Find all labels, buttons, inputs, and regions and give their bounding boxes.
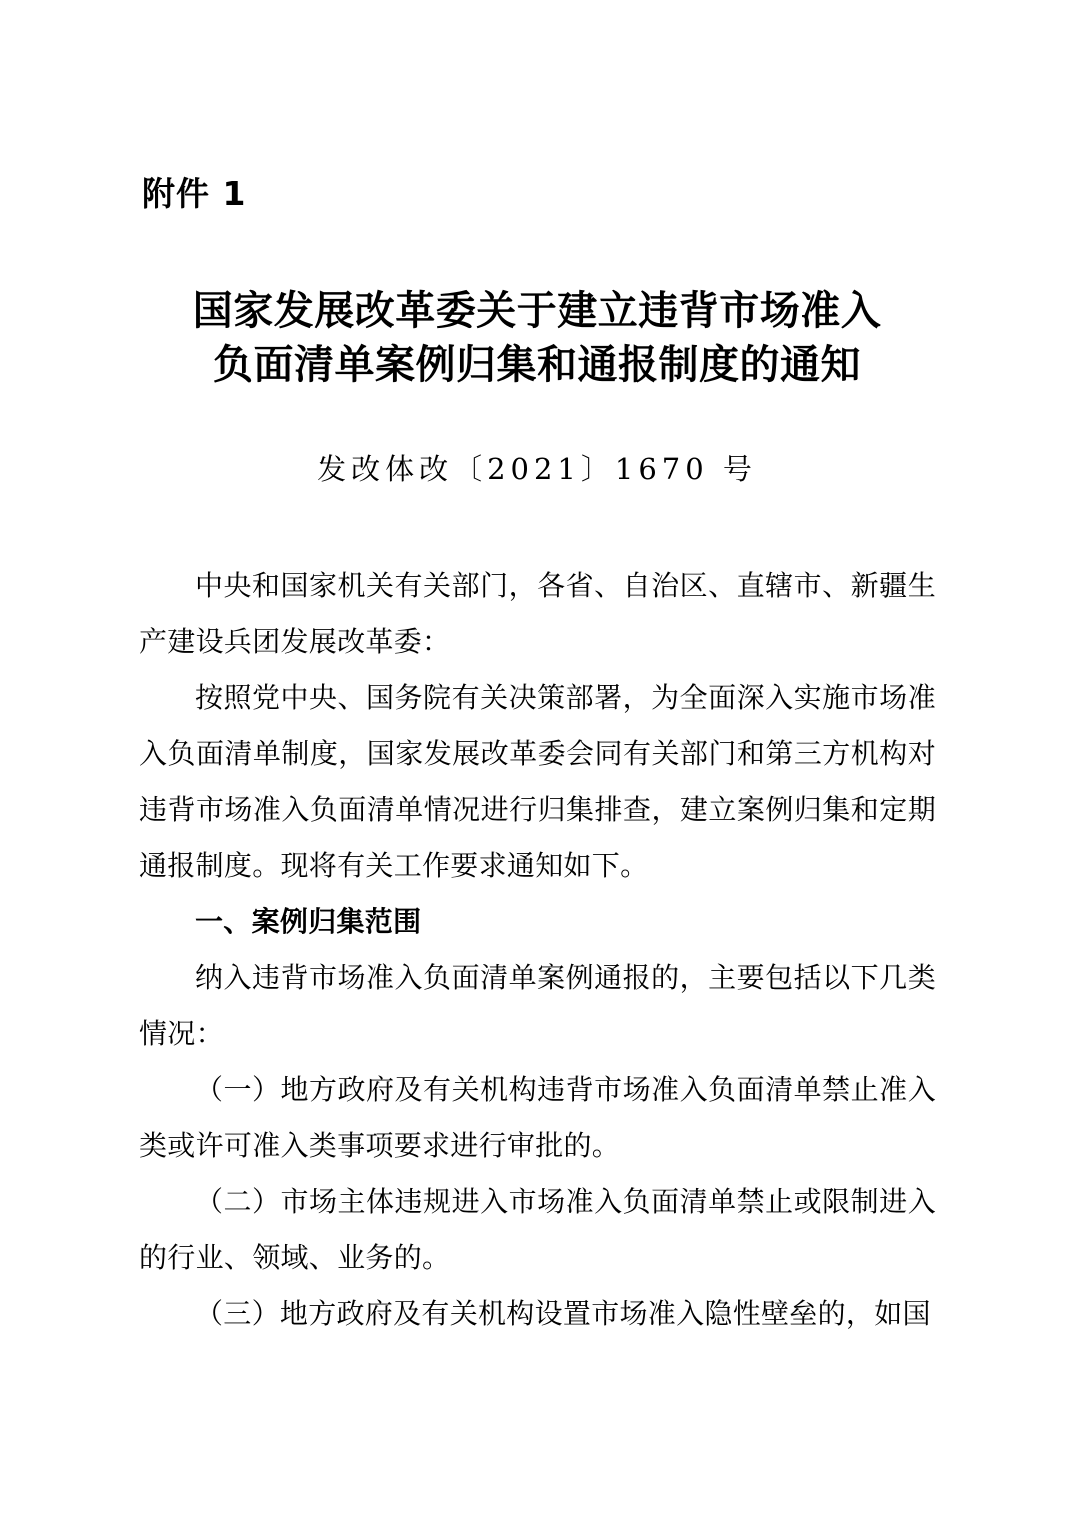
paragraph-scope-intro: 纳入违背市场准入负面清单案例通报的，主要包括以下几类情况： [139, 961, 936, 1050]
document-title-line1: 国家发展改革委关于建立违背市场准入 [192, 287, 882, 334]
section-heading-1: 一、案例归集范围 [195, 905, 422, 938]
document-title-line2: 负面清单案例归集和通报制度的通知 [213, 341, 861, 388]
attachment-label: 附件 1 [142, 174, 247, 213]
document-body [139, 558, 936, 1342]
paragraph-intro: 按照党中央、国务院有关决策部署，为全面深入实施市场准入负面清单制度，国家发展改革委会同有关部门和第三方机构对违背市场准入负面清单情况进行归集排查，建立案例归集和定期通报制度。现将有关工作要求通知如下。 [139, 681, 936, 882]
document-title [0, 284, 1074, 392]
paragraph-item-3: （三）地方政府及有关机构设置市场准入隐性壁垒的，如国 [195, 1297, 931, 1330]
paragraph-item-1: （一）地方政府及有关机构违背市场准入负面清单禁止准入类或许可准入类事项要求进行审批的。 [139, 1073, 936, 1162]
document-number: 发改体改〔2021〕1670 号 [317, 452, 757, 486]
paragraph-salutation: 中央和国家机关有关部门，各省、自治区、直辖市、新疆生产建设兵团发展改革委： [139, 569, 936, 658]
paragraph-item-2: （二）市场主体违规进入市场准入负面清单禁止或限制进入的行业、领域、业务的。 [139, 1185, 936, 1274]
